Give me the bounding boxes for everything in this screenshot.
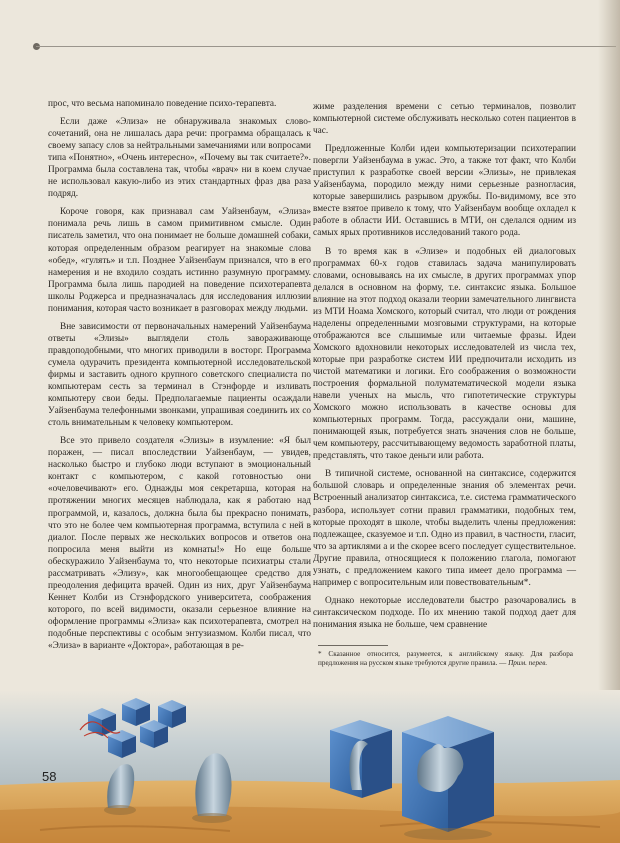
header-rule [36,46,616,47]
surreal-desert-illustration [0,690,620,843]
paragraph: жиме разделения времени с сетью терминалов, позволит компьютерной системе обслуживать несколько сотен пациентов в час. [313,102,576,137]
footnote-attribution: Прим. перев. [508,659,548,668]
page-number: 58 [42,769,57,784]
paragraph: Короче говоря, как признавал сам Уайзенбаум, «Элиза» понимала речь лишь в самом примитивном смысле. Один писатель заметил, что она понимает не больше домашней собаки, которая определенным образом реагирует на знакомые слова «обед», «гулять» и т.п. Позднее Уайзенбаум признался, что в его намерения и не входило создать истинно разумную программу. Программа была лишь пародией на поведение психотерапевта школы Роджерса и предназначалась для исследования иллюзии понимания, которая часто возникает в разговорах между людьми. [48,207,311,314]
paragraph: Однако некоторые исследователи быстро разочаровались в синтаксическом подходе. По их мнению такой подход дает для понимания языка не больше, чем сравнение [313,595,576,630]
ostrich-head-cube [330,720,392,798]
footnote-rule [318,645,388,646]
left-text-column [48,98,311,658]
footnote-text: * Сказанное относится, разумеется, к английскому языку. Для разбора предложения на русском языке требуются другие правила. — [318,650,573,668]
paragraph: прос, что весьма напоминало поведение психо-терапевта. [48,99,277,109]
paragraph: Все это привело создателя «Элизы» в изумление: «Я был поражен, — писал впоследствии Уайзенбаум, — увидев, насколько быстро и глубоко люди вступают в эмоциональный контакт с компьютером, с какой готовностью они «очеловечивают» его. Однажды моя секретарша, которая на протяжении многих месяцев наблюдала, как я работаю над программой, и, казалось, должна была бы прекрасно понимать, что это не более чем компьютерная программа, вступила с ней в диалог. После первых же нескольких вопросов и ответов она попросила меня выйти из комнаты!» Но еще больше обескуражило Уайзенбаума то, что некоторые психиатры стали рассматривать «Элизу», как многообещающее средство для преодоления дефицита врачей. Один из них, друг Уайзенбаума Кеннет Колби из Стэнфордского университета, соображения которого, по всей видимости, оказали серьезное влияние на оформление программы «Элиза» как психотерапевта, смотрел на подобные перспективы с особым энтузиазмом. Колби писал, что «Элиза» в варианте «Доктора», работающая в ре- [48,436,311,652]
paragraph: Предложенные Колби идеи компьютеризации психотерапии повергли Уайзенбаума в ужас. Это, а также тот факт, что Колби приступил к разработке своей версии «Элизы», не привлекая Уайзенбаума, породило между ними серьезные разногласия, которые завершились разрывом дружбы. По-видимому, все это вместе взятое привело к тому, что Уайзенбаум вообще охладел к работе в области ИИ. Оставшись в МТИ, он сделался одним из самых ярых противников исследований такого рода. [313,144,576,239]
right-text-column [313,101,576,637]
footnote [318,650,573,669]
paragraph: Если даже «Элиза» не обнаруживала знакомых слово-сочетаний, она не лишалась дара речи: программа обращалась к своему запасу слов за нейтральными замечаниями или вопросами типа «Понятно», «Очень интересно», «Почему вы так считаете?». Программа была составлена так, чтобы «врач» ни в коем случае не использовал какую-либо из этих стандартных фраз два раза подряд. [48,117,311,200]
paragraph: В то время как в «Элизе» и подобных ей диалоговых программах 60-х годов ставилась задача манипулировать словами, основываясь на их смысле, в других программах упор делался в основном на форму, т.е. синтаксис языка. Большое влияние на этот подход оказали теории замечательного лингвиста из МТИ Ноама Хомского, который считал, что люди от рождения наделены определенными мозговыми структурами, на которые отображаются все слышимые или читаемые фразы. Идеи Хомского вдохновили некоторых исследователей из числа тех, которые при разработке систем ИИ предпочитали исходить из чистой математики и логики. Его соображения о возможности построения формальной полуматематической модели языка навели ученых на мысль, что гипотетические структуры Хомского можно использовать в качестве основы для компьютерных программ. Тогда, рассуждали они, машине, понимающей язык, потребуется знать значения слов не больше, чем компьютеру, рассчитывающему ведомость заработной платы, представлять, что такое деньги или работа. [313,246,576,462]
paragraph: В типичной системе, основанной на синтаксисе, содержится большой словарь и определенные знания об элементах речи. Встроенный анализатор синтаксиса, т.е. система грамматического разбора, использует сотни правил грамматики, подобных тем, которые проходят в школе, чтобы выделить члены предложения: подлежащее, сказуемое и т.п. Одно из правил, в частности, гласит, что за артиклями a и the скорее всего последует существительное. Другие правила, относящиеся к положению глагола, помогают узнать, с предложением какого типа имеет дело программа — например с вопросительным или повествовательным*. [313,469,576,588]
paragraph: Вне зависимости от первоначальных намерений Уайзенбаума ответы «Элизы» выглядели столь завораживающе правдоподобными, что многих приводили в восторг. Программа сумела одурачить президента компьютерной исследовательской фирмы и заставить одного крупного советского специалиста по компьютерам сесть за терминал в Стэнфорде и изливать компьютеру свои беды. Предполагаемые пациенты осаждали Уайзенбаума телефонными звонками, упрашивая соединить их со столь внимательным к человеку компьютером. [48,321,311,429]
